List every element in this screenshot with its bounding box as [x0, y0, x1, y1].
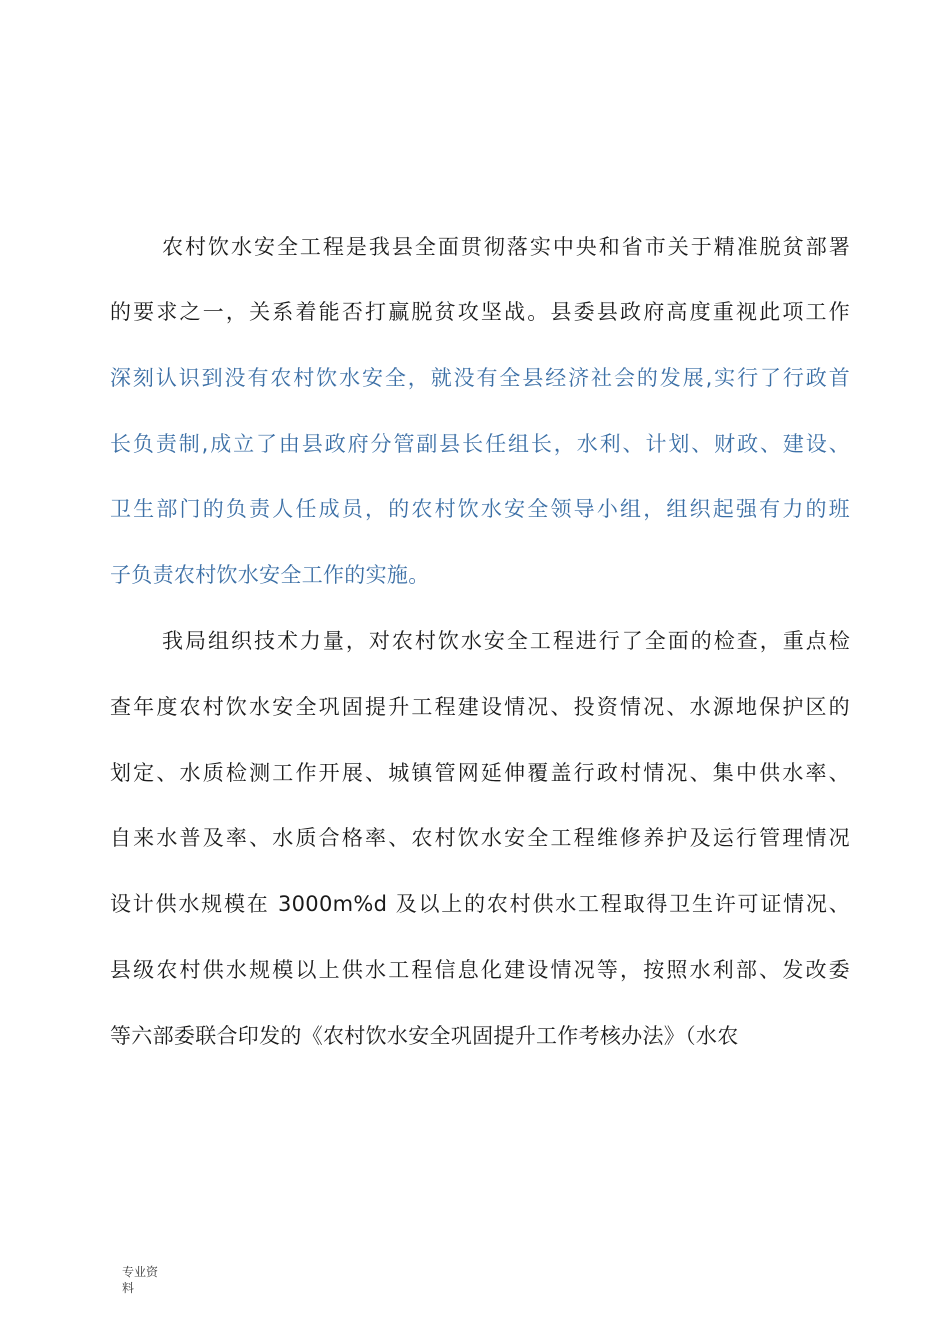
footer-line-2: 料 [122, 1281, 135, 1295]
paragraph-1-line-6: 子负责农村饮水安全工作的实施。 [110, 563, 430, 587]
paragraph-2-line-4: 自来水普及率、水质合格率、农村饮水安全工程维修养护及运行管理情况 [110, 826, 850, 850]
paragraph-1-line-2: 的要求之一，关系着能否打赢脱贫攻坚战。县委县政府高度重视此项工作 [110, 300, 850, 324]
paragraph-2-line-3: 划定、水质检测工作开展、城镇管网延伸覆盖行政村情况、集中供水率、 [110, 761, 850, 785]
paragraph-1-line-1: 农村饮水安全工程是我县全面贯彻落实中央和省市关于精准脱贫部署 [162, 235, 850, 259]
paragraph-1-line-4: 长负责制,成立了由县政府分管副县长任组长，水利、计划、财政、建设、 [110, 432, 850, 456]
paragraph-2-line-5: 设计供水规模在 3000m%d 及以上的农村供水工程取得卫生许可证情况、 [110, 892, 850, 916]
paragraph-2-line-1: 我局组织技术力量，对农村饮水安全工程进行了全面的检查，重点检 [162, 629, 850, 653]
page-footer [122, 1264, 182, 1296]
footer-line-1: 专业资 [122, 1265, 159, 1279]
paragraph-2-line-6: 县级农村供水规模以上供水工程信息化建设情况等，按照水利部、发改委 [110, 958, 850, 982]
paragraph-1-line-5: 卫生部门的负责人任成员，的农村饮水安全领导小组，组织起强有力的班 [110, 497, 850, 521]
paragraph-2-line-2: 查年度农村饮水安全巩固提升工程建设情况、投资情况、水源地保护区的 [110, 695, 850, 719]
paragraph-1-line-3: 深刻认识到没有农村饮水安全，就没有全县经济社会的发展,实行了行政首 [110, 366, 850, 390]
paragraph-2-line-7: 等六部委联合印发的《农村饮水安全巩固提升工作考核办法》（水农 [110, 1024, 739, 1048]
